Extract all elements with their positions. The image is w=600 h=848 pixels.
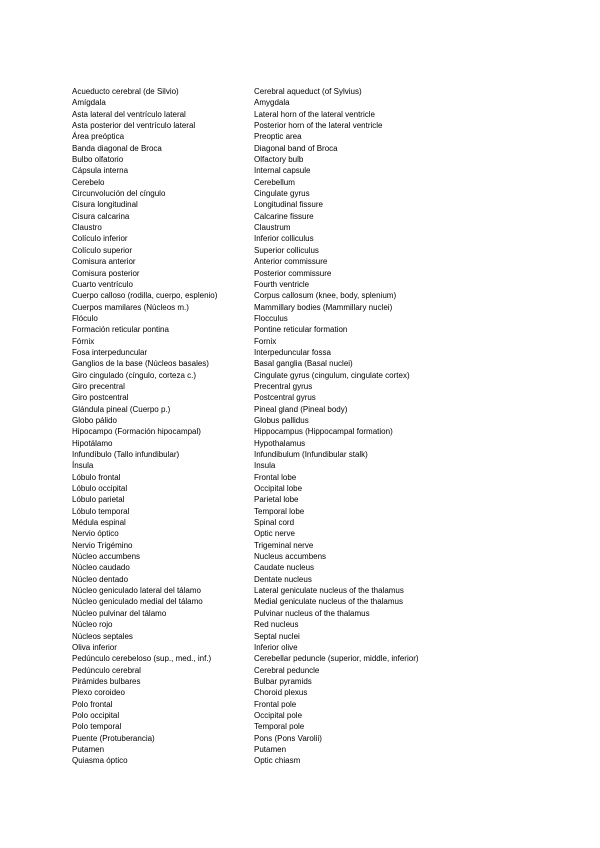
glossary-row [72, 585, 472, 596]
spanish-term: Polo frontal [72, 699, 113, 709]
spanish-term: Lóbulo frontal [72, 472, 121, 482]
english-term: Corpus callosum (knee, body, splenium) [254, 291, 397, 301]
glossary-row [72, 528, 472, 539]
english-term: Putamen [254, 744, 287, 754]
spanish-term: Comisura posterior [72, 268, 140, 278]
english-term: Cingulate gyrus [254, 189, 310, 199]
glossary-row [72, 687, 472, 698]
spanish-term: Área preóptica [72, 132, 125, 142]
glossary-row [72, 551, 472, 562]
spanish-term: Hipotálamo [72, 438, 113, 448]
english-term: Longitudinal fissure [254, 200, 323, 210]
spanish-term: Giro cingulado (cíngulo, corteza c.) [72, 370, 197, 380]
glossary-table [72, 86, 472, 767]
english-term: Frontal pole [254, 699, 297, 709]
spanish-term: Núcleo accumbens [72, 552, 141, 562]
english-term: Frontal lobe [254, 472, 297, 482]
spanish-term: Flóculo [72, 313, 98, 323]
spanish-term: Amígdala [72, 98, 106, 108]
english-term: Lateral horn of the lateral ventricle [254, 109, 375, 119]
english-term: Infundibulum (Infundibular stalk) [254, 450, 368, 459]
glossary-row [72, 596, 472, 607]
spanish-term: Puente (Protuberancia) [72, 733, 155, 743]
english-term: Hypothalamus [254, 438, 306, 448]
english-term: Optic chiasm [254, 756, 301, 766]
spanish-term: Núcleo dentado [72, 574, 129, 584]
english-term: Posterior horn of the lateral ventricle [254, 121, 383, 131]
spanish-term: Banda diagonal de Broca [72, 143, 162, 153]
spanish-term: Pedúnculo cerebral [72, 665, 141, 675]
english-term: Postcentral gyrus [254, 393, 316, 403]
english-term: Inferior olive [254, 642, 298, 652]
english-term: Optic nerve [254, 529, 295, 539]
spanish-term: Bulbo olfatorio [72, 155, 124, 165]
english-term: Precentral gyrus [254, 381, 313, 391]
glossary-row [72, 188, 472, 199]
glossary-row [72, 415, 472, 426]
glossary-row [72, 426, 472, 437]
english-term: Insula [254, 461, 276, 471]
spanish-term: Circunvolución del cíngulo [72, 189, 166, 199]
glossary-row [72, 460, 472, 471]
english-term: Red nucleus [254, 620, 299, 630]
glossary-row [72, 733, 472, 744]
glossary-row [72, 143, 472, 154]
spanish-term: Giro postcentral [72, 393, 129, 403]
english-term: Hippocampus (Hippocampal formation) [254, 427, 393, 437]
english-term: Mammillary bodies (Mammillary nuclei) [254, 302, 393, 312]
glossary-row [72, 517, 472, 528]
english-term: Cerebellar peduncle (superior, middle, inferior) [254, 654, 419, 664]
english-term: Cerebellum [254, 177, 295, 187]
english-term: Olfactory bulb [254, 155, 304, 165]
spanish-term: Núcleos septales [72, 631, 133, 641]
english-term: Occipital lobe [254, 484, 303, 494]
spanish-term: Cuerpos mamilares (Núcleos m.) [72, 302, 189, 312]
spanish-term: Claustro [72, 223, 102, 233]
english-term: Claustrum [254, 223, 291, 233]
spanish-term: Pirámides bulbares [72, 676, 141, 686]
spanish-term: Hipocampo (Formación hipocampal) [72, 427, 201, 437]
spanish-term: Núcleo rojo [72, 620, 113, 630]
english-term: Cerebral peduncle [254, 665, 320, 675]
spanish-term: Cuerpo calloso (rodilla, cuerpo, esplenio) [72, 291, 218, 301]
english-term: Anterior commissure [254, 257, 328, 267]
glossary-row [72, 631, 472, 642]
glossary-row [72, 721, 472, 732]
glossary-row [72, 494, 472, 505]
english-term: Nucleus accumbens [254, 552, 327, 562]
glossary-row [72, 347, 472, 358]
glossary-row [72, 302, 472, 313]
spanish-term: Colículo inferior [72, 234, 128, 244]
glossary-row [72, 744, 472, 755]
english-term: Globus pallidus [254, 415, 309, 425]
glossary-row [72, 109, 472, 120]
english-term: Medial geniculate nucleus of the thalamus [254, 597, 403, 607]
glossary-row [72, 177, 472, 188]
english-term: Fourth ventricle [254, 279, 310, 289]
glossary-row [72, 676, 472, 687]
glossary-row [72, 154, 472, 165]
glossary-row [72, 120, 472, 131]
spanish-term: Nervio óptico [72, 529, 119, 539]
english-term: Posterior commissure [254, 268, 332, 278]
spanish-term: Cisura calcarina [72, 211, 130, 221]
english-term: Septal nuclei [254, 631, 300, 641]
spanish-term: Núcleo caudado [72, 563, 130, 573]
glossary-row [72, 199, 472, 210]
glossary-row [72, 483, 472, 494]
glossary-row [72, 574, 472, 585]
spanish-term: Ganglios de la base (Núcleos basales) [72, 359, 209, 369]
spanish-term: Acueducto cerebral (de Silvio) [72, 87, 179, 96]
glossary-row [72, 131, 472, 142]
glossary-row [72, 653, 472, 664]
glossary-row [72, 336, 472, 347]
glossary-row [72, 370, 472, 381]
glossary-row [72, 404, 472, 415]
english-term: Preoptic area [254, 132, 302, 142]
glossary-row [72, 165, 472, 176]
glossary-row [72, 381, 472, 392]
english-term: Fornix [254, 336, 277, 346]
glossary-row [72, 256, 472, 267]
english-term: Trigeminal nerve [254, 540, 314, 550]
spanish-term: Nervio Trigémino [72, 540, 133, 550]
spanish-term: Asta lateral del ventrículo lateral [72, 109, 186, 119]
spanish-term: Pedúnculo cerebeloso (sup., med., inf.) [72, 654, 212, 664]
glossary-row [72, 665, 472, 676]
glossary-row [72, 313, 472, 324]
spanish-term: Lóbulo parietal [72, 495, 125, 505]
english-term: Basal ganglia (Basal nuclei) [254, 359, 353, 369]
english-term: Parietal lobe [254, 495, 299, 505]
spanish-term: Globo pálido [72, 415, 117, 425]
spanish-term: Núcleo geniculado lateral del tálamo [72, 586, 201, 596]
glossary-row [72, 540, 472, 551]
glossary-row [72, 755, 472, 766]
glossary-row [72, 506, 472, 517]
glossary-row [72, 211, 472, 222]
spanish-term: Asta posterior del ventrículo lateral [72, 121, 196, 131]
spanish-term: Giro precentral [72, 381, 125, 391]
glossary-row [72, 222, 472, 233]
spanish-term: Cápsula interna [72, 166, 129, 176]
english-term: Lateral geniculate nucleus of the thalamus [254, 586, 404, 596]
spanish-term: Quiasma óptico [72, 756, 128, 766]
glossary-row [72, 86, 472, 97]
english-term: Pineal gland (Pineal body) [254, 404, 348, 414]
spanish-term: Comisura anterior [72, 257, 136, 267]
english-term: Flocculus [254, 313, 288, 323]
spanish-term: Cisura longitudinal [72, 200, 138, 210]
spanish-term: Oliva inferior [72, 642, 117, 652]
english-term: Amygdala [254, 98, 290, 108]
spanish-term: Núcleo geniculado medial del tálamo [72, 597, 203, 607]
english-term: Calcarine fissure [254, 211, 314, 221]
glossary-row [72, 279, 472, 290]
english-term: Pulvinar nucleus of the thalamus [254, 608, 370, 618]
glossary-row [72, 619, 472, 630]
english-term: Dentate nucleus [254, 574, 312, 584]
english-term: Choroid plexus [254, 688, 308, 698]
spanish-term: Lóbulo temporal [72, 506, 130, 516]
spanish-term: Colículo superior [72, 245, 133, 255]
english-term: Cingulate gyrus (cingulum, cingulate cortex) [254, 370, 410, 380]
glossary-row [72, 699, 472, 710]
glossary-row [72, 233, 472, 244]
glossary-row [72, 392, 472, 403]
spanish-term: Plexo coroideo [72, 688, 125, 698]
spanish-term: Putamen [72, 744, 105, 754]
glossary-row [72, 449, 472, 460]
spanish-term: Cerebelo [72, 177, 105, 187]
english-term: Internal capsule [254, 166, 311, 176]
spanish-term: Ínsula [72, 461, 94, 471]
glossary-row [72, 324, 472, 335]
glossary-row [72, 710, 472, 721]
english-term: Spinal cord [254, 518, 295, 528]
spanish-term: Polo occipital [72, 710, 120, 720]
glossary-row [72, 358, 472, 369]
english-term: Occipital pole [254, 710, 303, 720]
spanish-term: Lóbulo occipital [72, 484, 128, 494]
english-term: Temporal lobe [254, 506, 305, 516]
glossary-row [72, 97, 472, 108]
spanish-term: Fórnix [72, 336, 95, 346]
english-term: Temporal pole [254, 722, 305, 732]
english-term: Superior colliculus [254, 245, 319, 255]
spanish-term: Médula espinal [72, 518, 126, 528]
spanish-term: Cuarto ventrículo [72, 279, 133, 289]
english-term: Pons (Pons Varolii) [254, 733, 322, 743]
english-term: Bulbar pyramids [254, 676, 312, 686]
glossary-row [72, 245, 472, 256]
glossary-row [72, 608, 472, 619]
glossary-row [72, 472, 472, 483]
spanish-term: Glándula pineal (Cuerpo p.) [72, 404, 171, 414]
spanish-term: Núcleo pulvinar del tálamo [72, 608, 167, 618]
english-term: Interpeduncular fossa [254, 347, 331, 357]
spanish-term: Fosa interpeduncular [72, 347, 148, 357]
english-term: Cerebral aqueduct (of Sylvius) [254, 87, 362, 96]
glossary-row [72, 268, 472, 279]
english-term: Diagonal band of Broca [254, 143, 338, 153]
english-term: Caudate nucleus [254, 563, 315, 573]
glossary-row [72, 290, 472, 301]
spanish-term: Polo temporal [72, 722, 122, 732]
glossary-row [72, 562, 472, 573]
glossary-row [72, 438, 472, 449]
english-term: Inferior colliculus [254, 234, 314, 244]
spanish-term: Formación reticular pontina [72, 325, 169, 335]
glossary-row [72, 642, 472, 653]
english-term: Pontine reticular formation [254, 325, 348, 335]
spanish-term: Infundíbulo (Tallo infundibular) [72, 450, 180, 459]
